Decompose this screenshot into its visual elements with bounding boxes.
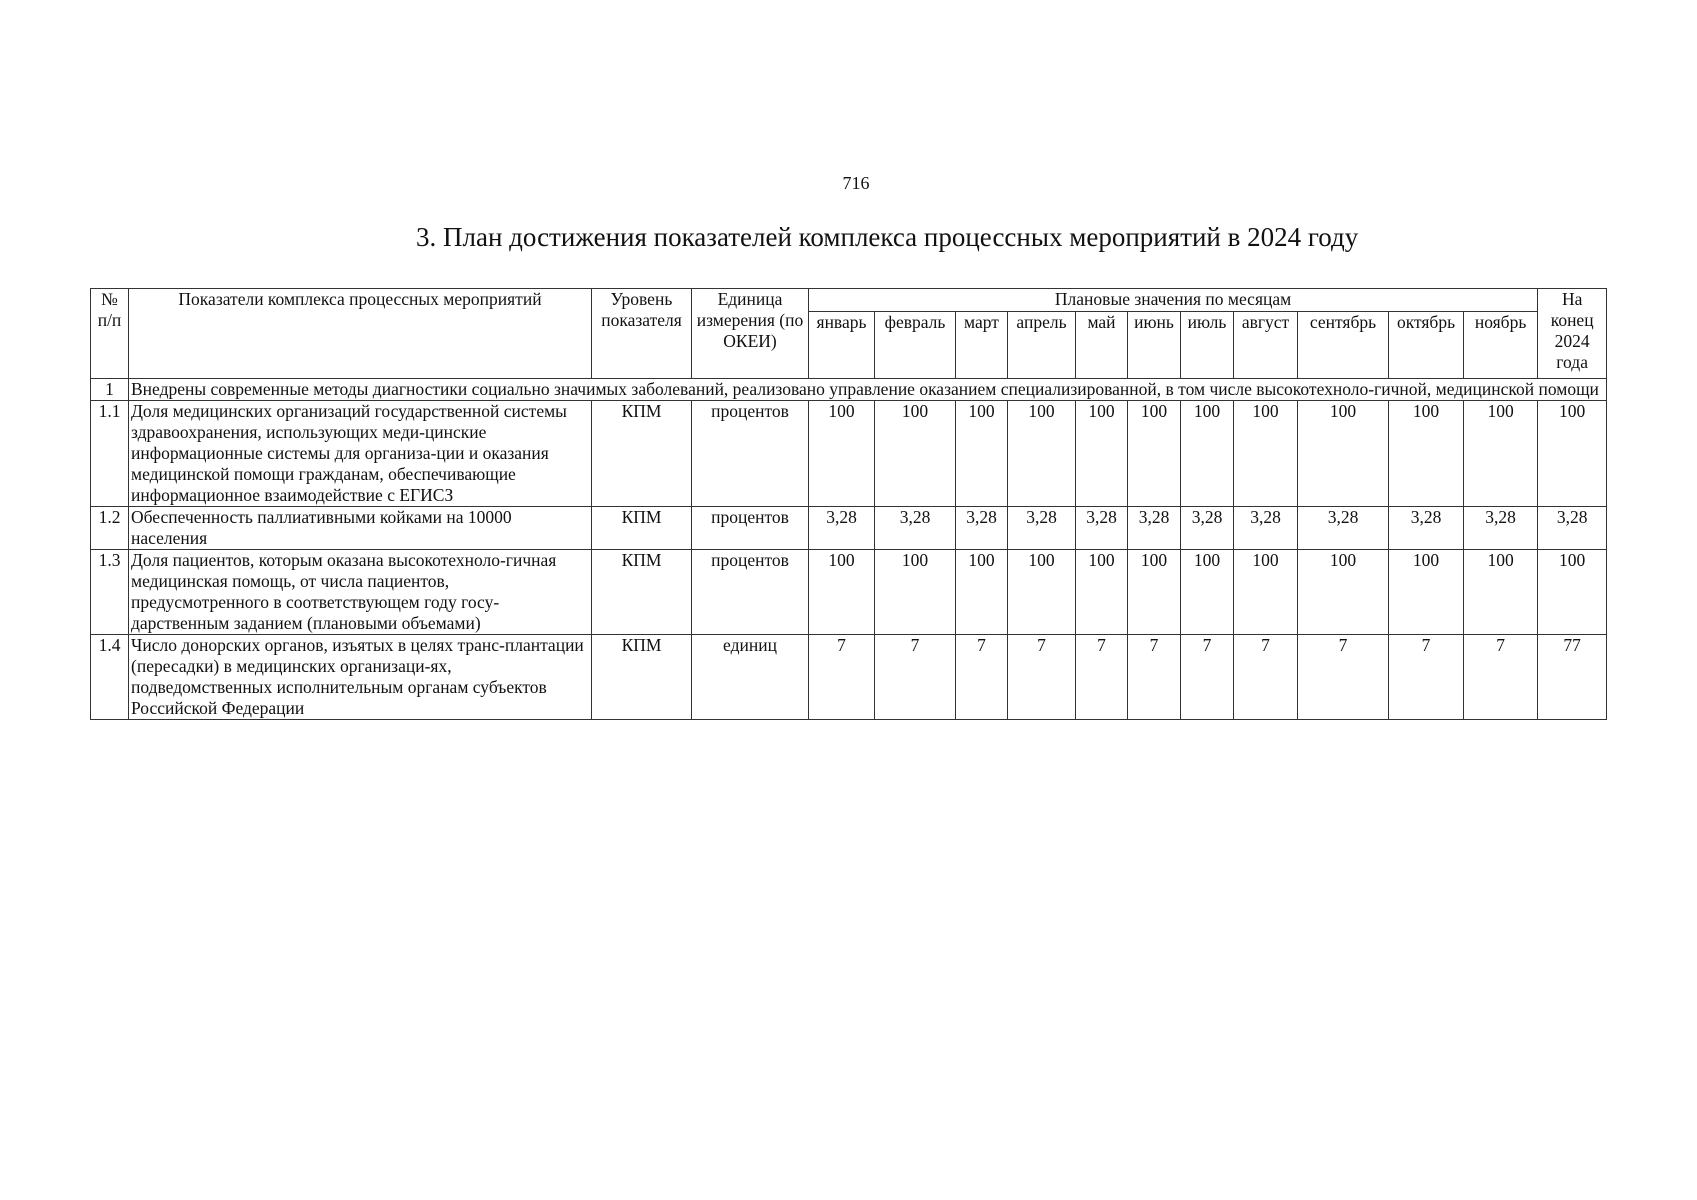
monthly-value: 3,28 — [1234, 507, 1298, 550]
table-row — [91, 401, 1607, 507]
indicator-name: Число донорских органов, изъятых в целях транс-плантации (пересадки) в медицинских организаци-ях, подведомственных исполнительным органам субъектов Российской Федерации — [129, 635, 592, 720]
indicator-unit: процентов — [692, 507, 809, 550]
indicator-level: КПМ — [592, 635, 692, 720]
row-num: 1.4 — [91, 635, 129, 720]
header-planned-values: Плановые значения по месяцам — [809, 289, 1538, 312]
indicator-unit: процентов — [692, 401, 809, 507]
section-num: 1 — [91, 379, 129, 401]
header-month: сентябрь — [1298, 312, 1389, 379]
indicator-name: Доля пациентов, которым оказана высокотехноло-гичная медицинская помощь, от числа пациентов, предусмотренного в соответствующем году госу-дарственным заданием (плановыми объемами) — [129, 550, 592, 635]
section-row — [91, 379, 1607, 401]
monthly-value: 7 — [1181, 635, 1234, 720]
indicator-level: КПМ — [592, 550, 692, 635]
monthly-value: 3,28 — [1298, 507, 1389, 550]
header-row-top — [91, 289, 1607, 312]
header-month: август — [1234, 312, 1298, 379]
monthly-value: 100 — [1128, 401, 1181, 507]
monthly-value: 100 — [1464, 550, 1538, 635]
table-row — [91, 550, 1607, 635]
monthly-value: 100 — [1389, 550, 1464, 635]
indicator-level: КПМ — [592, 401, 692, 507]
monthly-value: 100 — [875, 401, 956, 507]
indicator-level: КПМ — [592, 507, 692, 550]
monthly-value: 100 — [1234, 401, 1298, 507]
row-num: 1.2 — [91, 507, 129, 550]
monthly-value: 3,28 — [809, 507, 875, 550]
monthly-value: 7 — [1464, 635, 1538, 720]
monthly-value: 3,28 — [1181, 507, 1234, 550]
monthly-value: 100 — [1128, 550, 1181, 635]
header-month: ноябрь — [1464, 312, 1538, 379]
page-number: 716 — [842, 173, 870, 193]
monthly-value: 3,28 — [1389, 507, 1464, 550]
monthly-value: 100 — [1234, 550, 1298, 635]
monthly-value: 7 — [1128, 635, 1181, 720]
table-row — [91, 507, 1607, 550]
monthly-value: 7 — [1234, 635, 1298, 720]
header-end-of-year: На конец 2024 года — [1538, 289, 1607, 379]
header-unit: Единица измерения (по ОКЕИ) — [692, 289, 809, 379]
monthly-value: 7 — [809, 635, 875, 720]
monthly-value: 100 — [1076, 401, 1128, 507]
end-of-year-value: 100 — [1538, 550, 1607, 635]
row-num: 1.1 — [91, 401, 129, 507]
monthly-value: 3,28 — [1464, 507, 1538, 550]
indicator-name: Обеспеченность паллиативными койками на 10000 населения — [129, 507, 592, 550]
end-of-year-value: 77 — [1538, 635, 1607, 720]
monthly-value: 100 — [1298, 401, 1389, 507]
monthly-value: 3,28 — [1128, 507, 1181, 550]
end-of-year-value: 100 — [1538, 401, 1607, 507]
header-month: январь — [809, 312, 875, 379]
monthly-value: 100 — [1298, 550, 1389, 635]
monthly-value: 100 — [1008, 401, 1076, 507]
monthly-value: 7 — [1076, 635, 1128, 720]
indicator-unit: единиц — [692, 635, 809, 720]
section-title: Внедрены современные методы диагностики социально значимых заболеваний, реализовано управление оказанием специализированной, в том числе высокотехноло-гичной, медицинской помощи — [129, 379, 1607, 401]
monthly-value: 3,28 — [956, 507, 1008, 550]
indicator-name: Доля медицинских организаций государственной системы здравоохранения, использующих меди-цинские информационные системы для организа-ции и оказания медицинской помощи гражданам, обеспечивающие информационное взаимодействие с ЕГИСЗ — [129, 401, 592, 507]
monthly-value: 100 — [956, 401, 1008, 507]
monthly-value: 100 — [1076, 550, 1128, 635]
monthly-value: 100 — [1181, 550, 1234, 635]
monthly-value: 3,28 — [1008, 507, 1076, 550]
document-title: 3. План достижения показателей комплекса процессных мероприятий в 2024 году — [416, 222, 1359, 252]
header-month: июль — [1181, 312, 1234, 379]
monthly-value: 100 — [809, 401, 875, 507]
table-row — [91, 635, 1607, 720]
header-month: июнь — [1128, 312, 1181, 379]
monthly-value: 7 — [1008, 635, 1076, 720]
monthly-value: 7 — [1298, 635, 1389, 720]
row-num: 1.3 — [91, 550, 129, 635]
header-num: № п/п — [91, 289, 129, 379]
indicator-plan-table — [90, 288, 1607, 720]
monthly-value: 100 — [1181, 401, 1234, 507]
monthly-value: 7 — [1389, 635, 1464, 720]
monthly-value: 100 — [1389, 401, 1464, 507]
monthly-value: 100 — [956, 550, 1008, 635]
header-month: май — [1076, 312, 1128, 379]
indicator-unit: процентов — [692, 550, 809, 635]
monthly-value: 100 — [809, 550, 875, 635]
monthly-value: 3,28 — [875, 507, 956, 550]
monthly-value: 7 — [875, 635, 956, 720]
monthly-value: 7 — [956, 635, 1008, 720]
header-indicator: Показатели комплекса процессных мероприятий — [129, 289, 592, 379]
monthly-value: 100 — [1008, 550, 1076, 635]
monthly-value: 100 — [875, 550, 956, 635]
header-month: октябрь — [1389, 312, 1464, 379]
monthly-value: 3,28 — [1076, 507, 1128, 550]
header-month: апрель — [1008, 312, 1076, 379]
header-month: март — [956, 312, 1008, 379]
monthly-value: 100 — [1464, 401, 1538, 507]
header-level: Уровень показателя — [592, 289, 692, 379]
end-of-year-value: 3,28 — [1538, 507, 1607, 550]
header-month: февраль — [875, 312, 956, 379]
